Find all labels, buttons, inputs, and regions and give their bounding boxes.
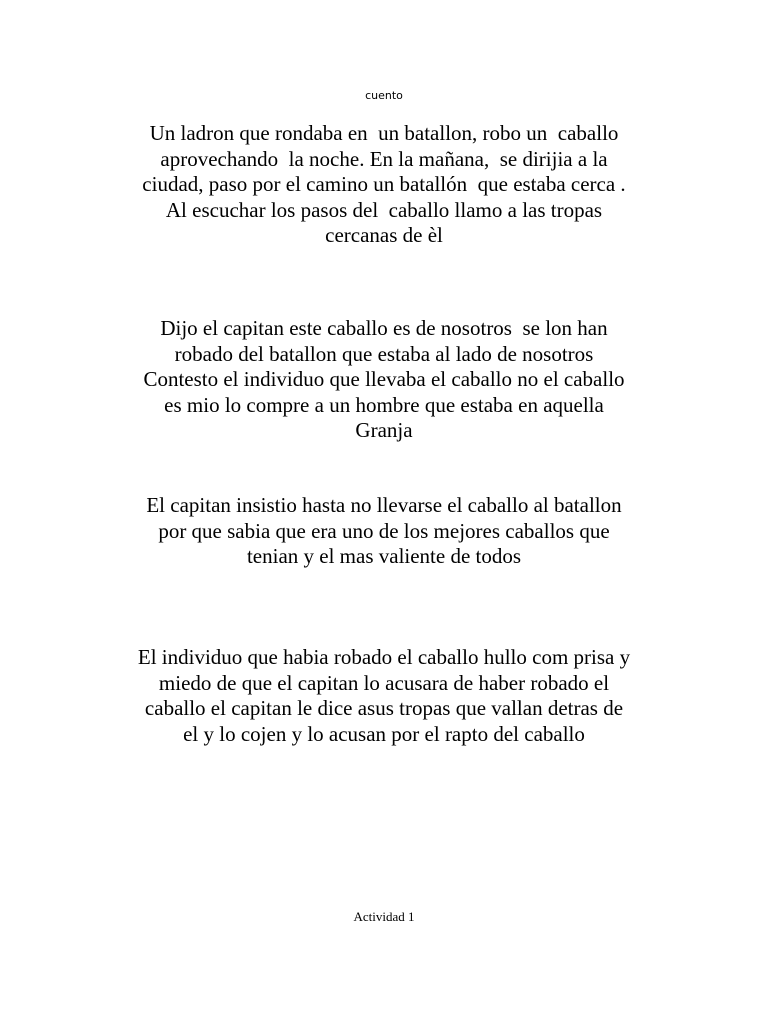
paragraph-line: ciudad, paso por el camino un batallón que estaba cerca .: [142, 172, 626, 196]
paragraph-line: por que sabia que era uno de los mejores caballos que: [158, 518, 610, 543]
paragraph-line: Granja: [355, 418, 413, 442]
document-footer: Actividad 1: [353, 909, 415, 924]
paragraph-line: el y lo cojen y lo acusan por el rapto del caballo: [183, 721, 585, 746]
paragraph-line: aprovechando la noche. En la mañana, se dirijia a la: [160, 146, 608, 171]
document-header: cuento: [365, 89, 403, 102]
paragraph-line: Contesto el individuo que llevaba el caballo no el caballo: [143, 367, 625, 391]
paragraph-line: miedo de que el capitan lo acusara de haber robado el: [158, 670, 610, 695]
paragraph-line: cercanas de èl: [325, 223, 443, 247]
paragraph-line: caballo el capitan le dice asus tropas que vallan detras de: [144, 696, 624, 720]
paragraph-line: El capitan insistio hasta no llevarse el caballo al batallon: [146, 493, 622, 517]
paragraph-2: [84, 316, 684, 444]
paragraph-line: Un ladron que rondaba en un batallon, robo un caballo: [149, 121, 619, 145]
paragraph-line: tenian y el mas valiente de todos: [246, 544, 522, 568]
paragraph-line: es mio lo compre a un hombre que estaba en aquella: [164, 392, 604, 417]
paragraph-4: [84, 645, 684, 747]
paragraph-3: [84, 493, 684, 570]
paragraph-line: El individuo que habia robado el caballo hullo com prisa y: [137, 645, 631, 669]
paragraph-line: robado del batallon que estaba al lado de nosotros: [174, 341, 594, 366]
paragraph-line: Dijo el capitan este caballo es de nosotros se lon han: [160, 316, 608, 340]
paragraph-line: Al escuchar los pasos del caballo llamo a las tropas: [165, 197, 603, 222]
paragraph-1: [84, 121, 684, 249]
